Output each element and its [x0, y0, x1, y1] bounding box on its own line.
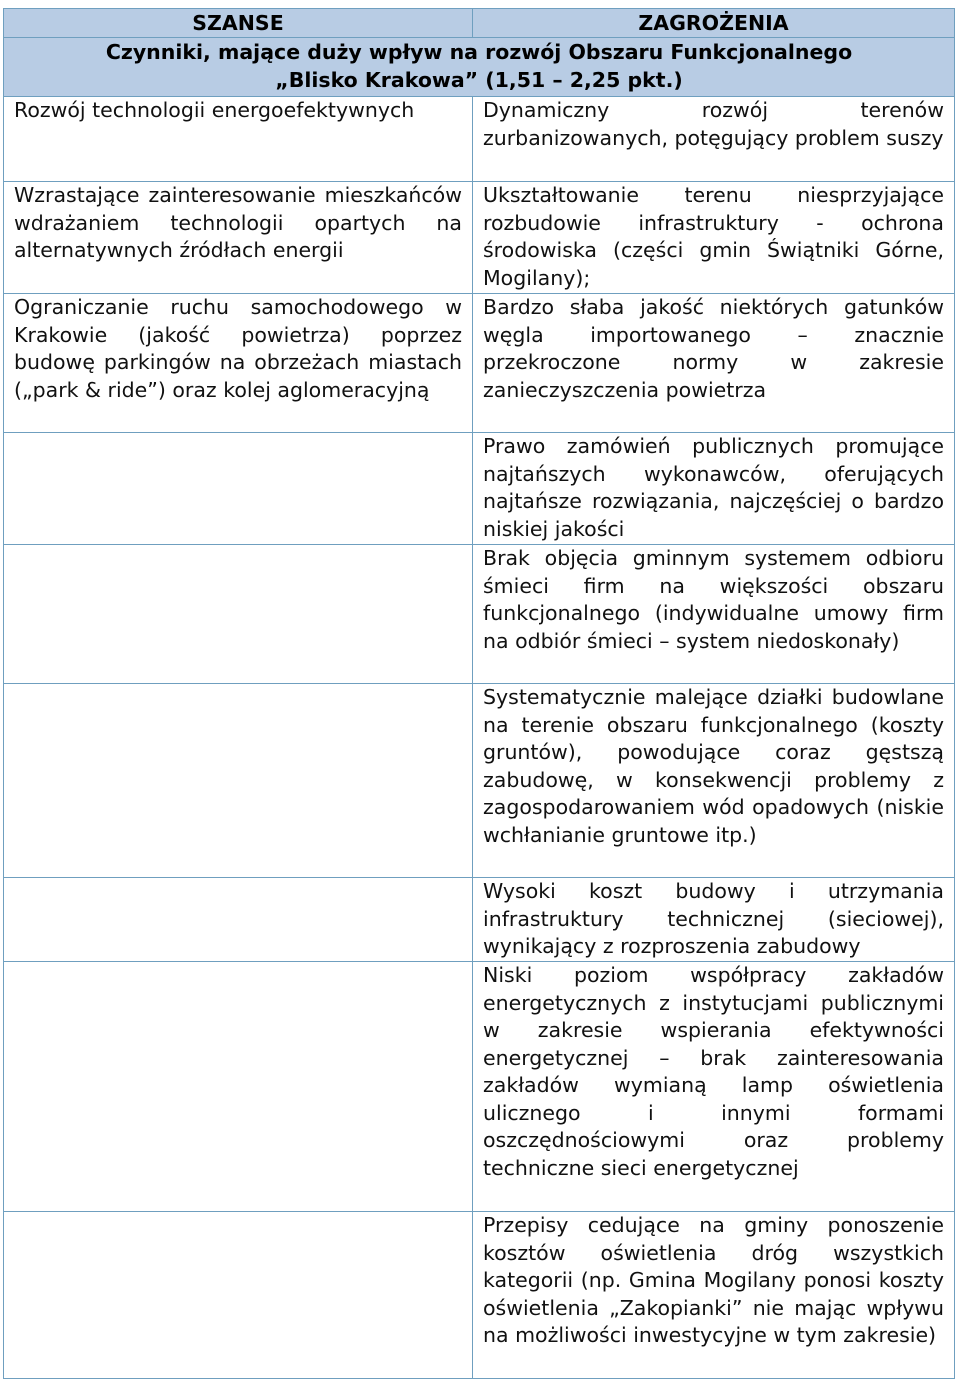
header-row	[4, 9, 955, 38]
table-row	[4, 294, 955, 433]
table-row	[4, 97, 955, 182]
table-row	[4, 545, 955, 684]
table-row	[4, 433, 955, 545]
subtitle-line-1: Czynniki, mające duży wpływ na rozwój Obszaru Funkcjonalnego	[105, 40, 853, 64]
table-row	[4, 182, 955, 294]
header-zagrozenia: ZAGROŻENIA	[473, 9, 955, 38]
table-row	[4, 878, 955, 962]
subtitle-row	[4, 38, 955, 97]
szanse-cell	[4, 962, 473, 1212]
szanse-cell: Wzrastające zainteresowanie mieszkańców wdrażaniem technologii opartych na alternatywnych źródłach energii	[4, 182, 473, 294]
table-row	[4, 962, 955, 1212]
subtitle-line-2: „Blisko Krakowa” (1,51 – 2,25 pkt.)	[275, 68, 683, 92]
zagrozenia-cell: Bardzo słaba jakość niektórych gatunków węgla importowanego – znacznie przekroczone normy w zakresie zanieczyszczenia powietrza	[473, 294, 955, 433]
table-row	[4, 684, 955, 878]
header-szanse: SZANSE	[4, 9, 473, 38]
zagrozenia-cell: Systematycznie malejące działki budowlane na terenie obszaru funkcjonalnego (koszty gruntów), powodujące coraz gęstszą zabudowę, w konsekwencji problemy z zagospodarowaniem wód opadowych (niskie wchłanianie gruntowe itp.)	[473, 684, 955, 878]
zagrozenia-cell: Niski poziom współpracy zakładów energetycznych z instytucjami publicznymi w zakresie wspierania efektywności energetycznej – brak zainteresowania zakładów wymianą lamp oświetlenia ulicznego i innymi formami oszczędnościowymi oraz problemy techniczne sieci energetycznej	[473, 962, 955, 1212]
zagrozenia-cell: Dynamiczny rozwój terenów zurbanizowanych, potęgujący problem suszy	[473, 97, 955, 182]
szanse-cell	[4, 1212, 473, 1379]
zagrozenia-cell: Wysoki koszt budowy i utrzymania infrastruktury technicznej (sieciowej), wynikający z rozproszenia zabudowy	[473, 878, 955, 962]
zagrozenia-cell: Prawo zamówień publicznych promujące najtańszych wykonawców, oferujących najtańsze rozwiązania, najczęściej o bardzo niskiej jakości	[473, 433, 955, 545]
szanse-cell	[4, 684, 473, 878]
table-row	[4, 1212, 955, 1379]
szanse-cell	[4, 545, 473, 684]
szanse-cell	[4, 433, 473, 545]
subtitle-cell	[4, 38, 955, 97]
szanse-cell: Rozwój technologii energoefektywnych	[4, 97, 473, 182]
szanse-cell: Ograniczanie ruchu samochodowego w Krakowie (jakość powietrza) poprzez budowę parkingów na obrzeżach miastach („park & ride”) oraz kolej aglomeracyjną	[4, 294, 473, 433]
zagrozenia-cell: Brak objęcia gminnym systemem odbioru śmieci firm na większości obszaru funkcjonalnego (indywidualne umowy firm na odbiór śmieci – system niedoskonały)	[473, 545, 955, 684]
szanse-cell	[4, 878, 473, 962]
zagrozenia-cell: Przepisy cedujące na gminy ponoszenie kosztów oświetlenia dróg wszystkich kategorii (np. Gmina Mogilany ponosi koszty oświetlenia „Zakopianki” nie mając wpływu na możliwości inwestycyjne w tym zakresie)	[473, 1212, 955, 1379]
zagrozenia-cell: Ukształtowanie terenu niesprzyjające rozbudowie infrastruktury - ochrona środowiska (części gmin Świątniki Górne, Mogilany);	[473, 182, 955, 294]
swot-table	[3, 8, 955, 1379]
